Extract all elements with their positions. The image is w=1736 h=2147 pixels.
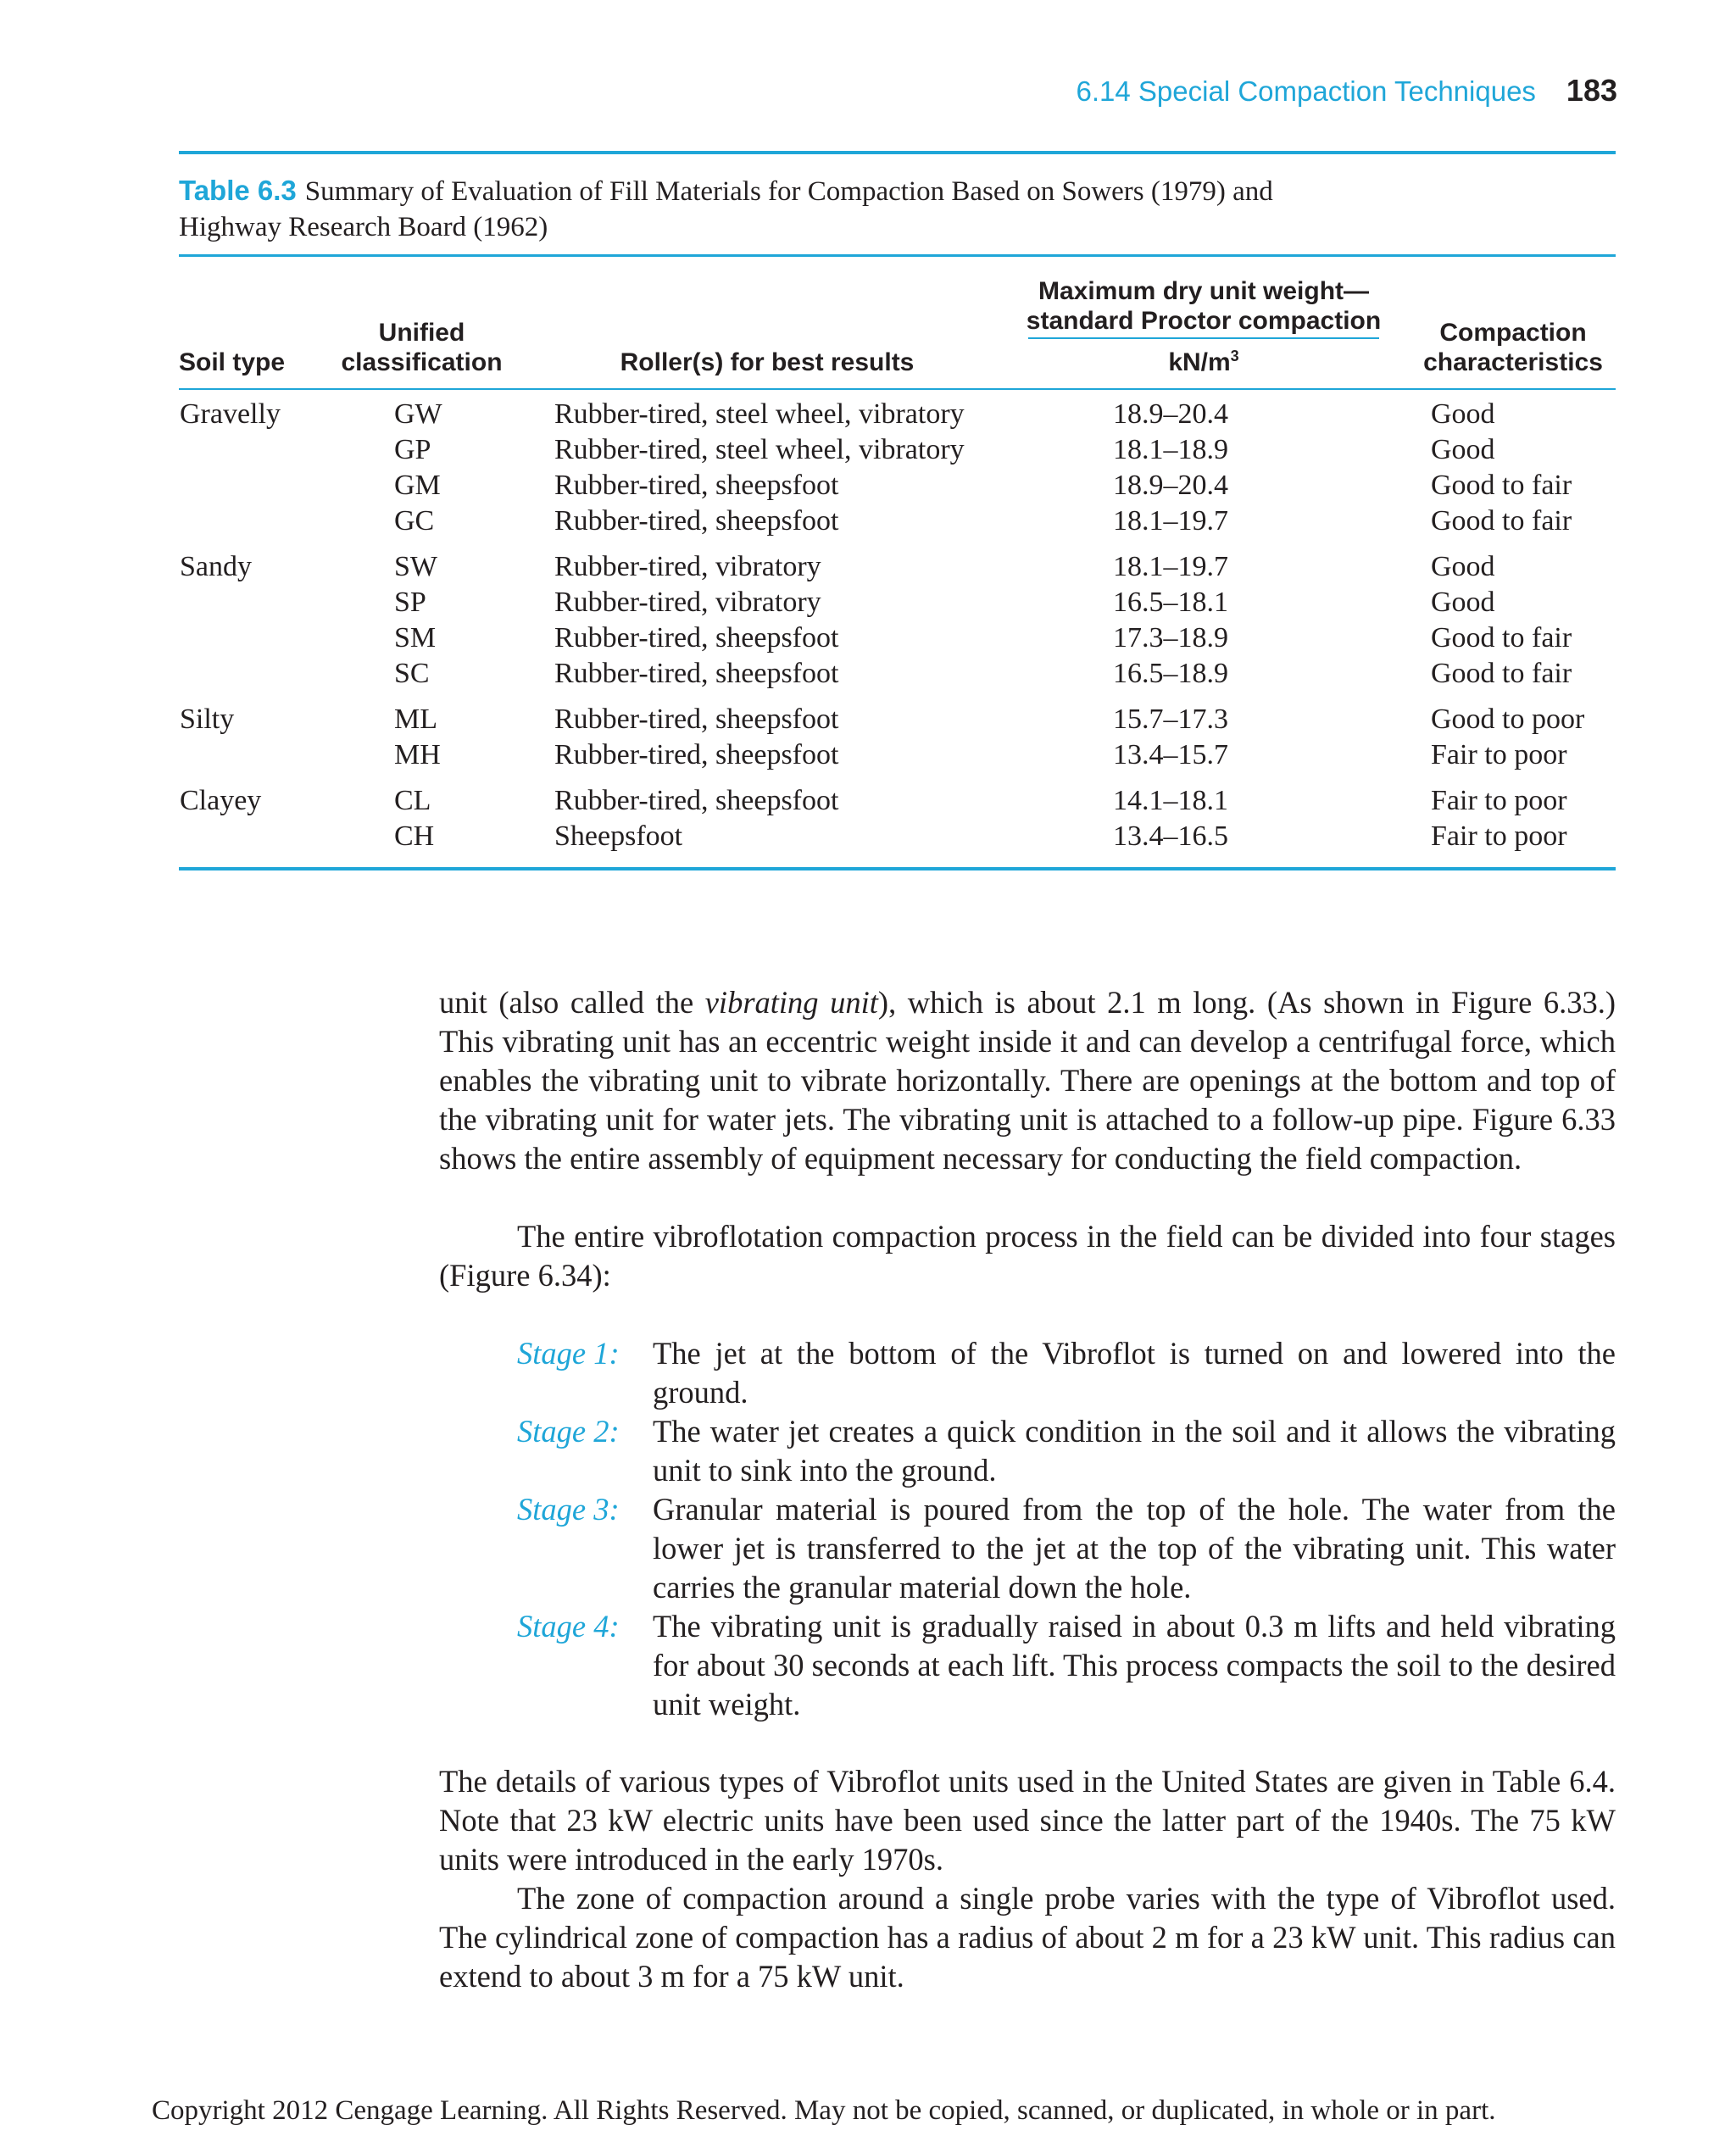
- stage-label: Stage 2:: [517, 1414, 620, 1449]
- classification-cell: GW: [394, 398, 442, 430]
- soil-type-cell: Sandy: [180, 551, 252, 582]
- unit-weight-cell: 16.5–18.1: [1113, 587, 1228, 618]
- caption-rule: [179, 254, 1616, 257]
- header-soil-type: Soil type: [179, 348, 286, 376]
- roller-cell: Rubber-tired, steel wheel, vibratory: [554, 398, 965, 430]
- classification-cell: GP: [394, 434, 431, 465]
- header-spanner-rule: [1028, 337, 1379, 339]
- header-units-sup: 3: [1230, 348, 1239, 364]
- section-title: 6.14 Special Compaction Techniques: [1076, 75, 1536, 107]
- table-row: [179, 702, 1616, 737]
- stage-list: [517, 1334, 1616, 1724]
- stage-label: Stage 1:: [517, 1336, 620, 1371]
- header-unified-line1: Unified: [378, 319, 465, 347]
- table-row: [179, 549, 1616, 585]
- compaction-cell: Fair to poor: [1431, 739, 1567, 770]
- soil-type-cell: Clayey: [180, 785, 262, 816]
- compaction-cell: Fair to poor: [1431, 785, 1567, 816]
- header-unified-line2: classification: [341, 348, 503, 376]
- paragraph-1-italic: vibrating unit: [704, 985, 878, 1020]
- roller-cell: Rubber-tired, sheepsfoot: [554, 739, 839, 770]
- roller-cell: Rubber-tired, vibratory: [554, 551, 821, 582]
- header-compaction-line2: characteristics: [1423, 348, 1603, 376]
- header-units: [1026, 348, 1382, 377]
- paragraph-3: The details of various types of Vibroflot units used in the United States are given in Table 6.4. Note that 23 kW electric units have been used since the latter part of the 1940s. The 75 kW units were introduced in the early 1970s.: [439, 1764, 1616, 1877]
- header-units-text: kN/m: [1168, 348, 1231, 376]
- stage-item: [517, 1334, 1616, 1412]
- roller-cell: Rubber-tired, sheepsfoot: [554, 470, 839, 501]
- classification-cell: GC: [394, 505, 435, 537]
- compaction-cell: Good: [1431, 587, 1495, 618]
- stage-text: The jet at the bottom of the Vibroflot is turned on and lowered into the ground.: [653, 1336, 1616, 1410]
- unit-weight-cell: 13.4–15.7: [1113, 739, 1228, 770]
- stage-label: Stage 3:: [517, 1492, 620, 1527]
- classification-cell: ML: [394, 704, 437, 735]
- unit-weight-cell: 15.7–17.3: [1113, 704, 1228, 735]
- classification-cell: CH: [394, 820, 435, 852]
- unit-weight-cell: 18.9–20.4: [1113, 398, 1228, 430]
- roller-cell: Rubber-tired, sheepsfoot: [554, 505, 839, 537]
- header-max-dry-line1: Maximum dry unit weight—: [1038, 277, 1370, 305]
- stage-text: The water jet creates a quick condition in the soil and it allows the vibrating unit to sink into the ground.: [653, 1414, 1616, 1488]
- compaction-cell: Good to fair: [1431, 470, 1572, 501]
- header-max-dry-unit-weight: [1026, 276, 1382, 336]
- soil-type-cell: Gravelly: [180, 398, 281, 430]
- roller-cell: Rubber-tired, steel wheel, vibratory: [554, 434, 965, 465]
- paragraph-4: [439, 1879, 1616, 1996]
- paragraph-1-part-b: ), which is about 2.1 m long. (As shown in Figure 6.33.) This vibrating unit has an eccentric weight inside it and can develop a centrifugal force, which enables the vibrating unit to vibrate horizontally. There are openings at the bottom and top of the vibrating unit for water jets. The vibrating unit is attached to a follow-up pipe. Figure 6.33 shows the entire assembly of equipment necessary for conducting the field compaction.: [439, 985, 1616, 1176]
- copyright-notice: Copyright 2012 Cengage Learning. All Rights Reserved. May not be copied, scanned, or duplicated, in whole or in part.: [152, 2095, 1496, 2126]
- paragraph-2: [439, 1217, 1616, 1295]
- page-number: 183: [1566, 73, 1617, 108]
- compaction-cell: Fair to poor: [1431, 820, 1567, 852]
- running-head: [1077, 73, 1617, 108]
- classification-cell: SC: [394, 658, 430, 689]
- roller-cell: Rubber-tired, vibratory: [554, 587, 821, 618]
- unit-weight-cell: 13.4–16.5: [1113, 820, 1228, 852]
- roller-cell: Rubber-tired, sheepsfoot: [554, 704, 839, 735]
- unit-weight-cell: 18.1–18.9: [1113, 434, 1228, 465]
- unit-weight-cell: 18.1–19.7: [1113, 505, 1228, 537]
- table-bottom-rule: [179, 867, 1616, 870]
- paragraph-1: [439, 983, 1616, 1178]
- unit-weight-cell: 18.1–19.7: [1113, 551, 1228, 582]
- compaction-cell: Good: [1431, 398, 1495, 430]
- compaction-cell: Good to fair: [1431, 658, 1572, 689]
- soil-type-cell: Silty: [180, 704, 235, 735]
- table-top-rule: [179, 151, 1616, 154]
- compaction-cell: Good to fair: [1431, 505, 1572, 537]
- compaction-cell: Good to poor: [1431, 704, 1585, 735]
- header-roller: Roller(s) for best results: [620, 348, 915, 376]
- roller-cell: Sheepsfoot: [554, 820, 683, 852]
- classification-cell: SW: [394, 551, 437, 582]
- unit-weight-cell: 18.9–20.4: [1113, 470, 1228, 501]
- stage-text: The vibrating unit is gradually raised in about 0.3 m lifts and held vibrating for about 30 seconds at each lift. This process compacts the soil to the desired unit weight.: [653, 1609, 1616, 1721]
- roller-cell: Rubber-tired, sheepsfoot: [554, 785, 839, 816]
- roller-cell: Rubber-tired, sheepsfoot: [554, 658, 839, 689]
- classification-cell: SP: [394, 587, 426, 618]
- paragraph-2-text: The entire vibroflotation compaction process in the field can be divided into four stages (Figure 6.34):: [439, 1219, 1616, 1293]
- unit-weight-cell: 14.1–18.1: [1113, 785, 1228, 816]
- paragraph-4-text: The zone of compaction around a single probe varies with the type of Vibroflot used. The cylindrical zone of compaction has a radius of about 2 m for a 23 kW unit. This radius can extend to about 3 m for a 75 kW unit.: [439, 1881, 1616, 1994]
- table-row: [179, 783, 1616, 819]
- classification-cell: GM: [394, 470, 441, 501]
- table-row: [179, 432, 1616, 468]
- classification-cell: MH: [394, 739, 441, 770]
- table-body: [179, 397, 1616, 854]
- compaction-cell: Good: [1431, 434, 1495, 465]
- classification-cell: SM: [394, 622, 437, 654]
- table-row: [179, 656, 1616, 692]
- header-compaction-line1: Compaction: [1439, 319, 1587, 347]
- header-max-dry-line2: standard Proctor compaction: [1026, 307, 1382, 335]
- stage-item: [517, 1412, 1616, 1490]
- table-row: [179, 737, 1616, 773]
- roller-cell: Rubber-tired, sheepsfoot: [554, 622, 839, 654]
- unit-weight-cell: 17.3–18.9: [1113, 622, 1228, 654]
- table-row: [179, 503, 1616, 539]
- compaction-cell: Good: [1431, 551, 1495, 582]
- stage-text: Granular material is poured from the top of the hole. The water from the lower jet is transferred to the jet at the top of the vibrating unit. This water carries the granular material down the hole.: [653, 1492, 1616, 1605]
- classification-cell: CL: [394, 785, 431, 816]
- table-row: [179, 819, 1616, 854]
- header-unified-classification: [331, 318, 513, 377]
- table-caption: [179, 173, 1366, 245]
- table-row: [179, 397, 1616, 432]
- stage-item: [517, 1607, 1616, 1724]
- compaction-cell: Good to fair: [1431, 622, 1572, 654]
- table-row: [179, 620, 1616, 656]
- header-rule: [179, 388, 1616, 390]
- stage-item: [517, 1490, 1616, 1607]
- table-label: Table 6.3: [179, 175, 297, 206]
- table-caption-text: Summary of Evaluation of Fill Materials for Compaction Based on Sowers (1979) and Highway Research Board (1962): [179, 176, 1273, 242]
- paragraph-1-part-a: unit (also called the: [439, 985, 705, 1020]
- stage-label: Stage 4:: [517, 1609, 620, 1644]
- table-row: [179, 585, 1616, 620]
- unit-weight-cell: 16.5–18.9: [1113, 658, 1228, 689]
- header-compaction-characteristics: [1411, 318, 1615, 377]
- table-row: [179, 468, 1616, 503]
